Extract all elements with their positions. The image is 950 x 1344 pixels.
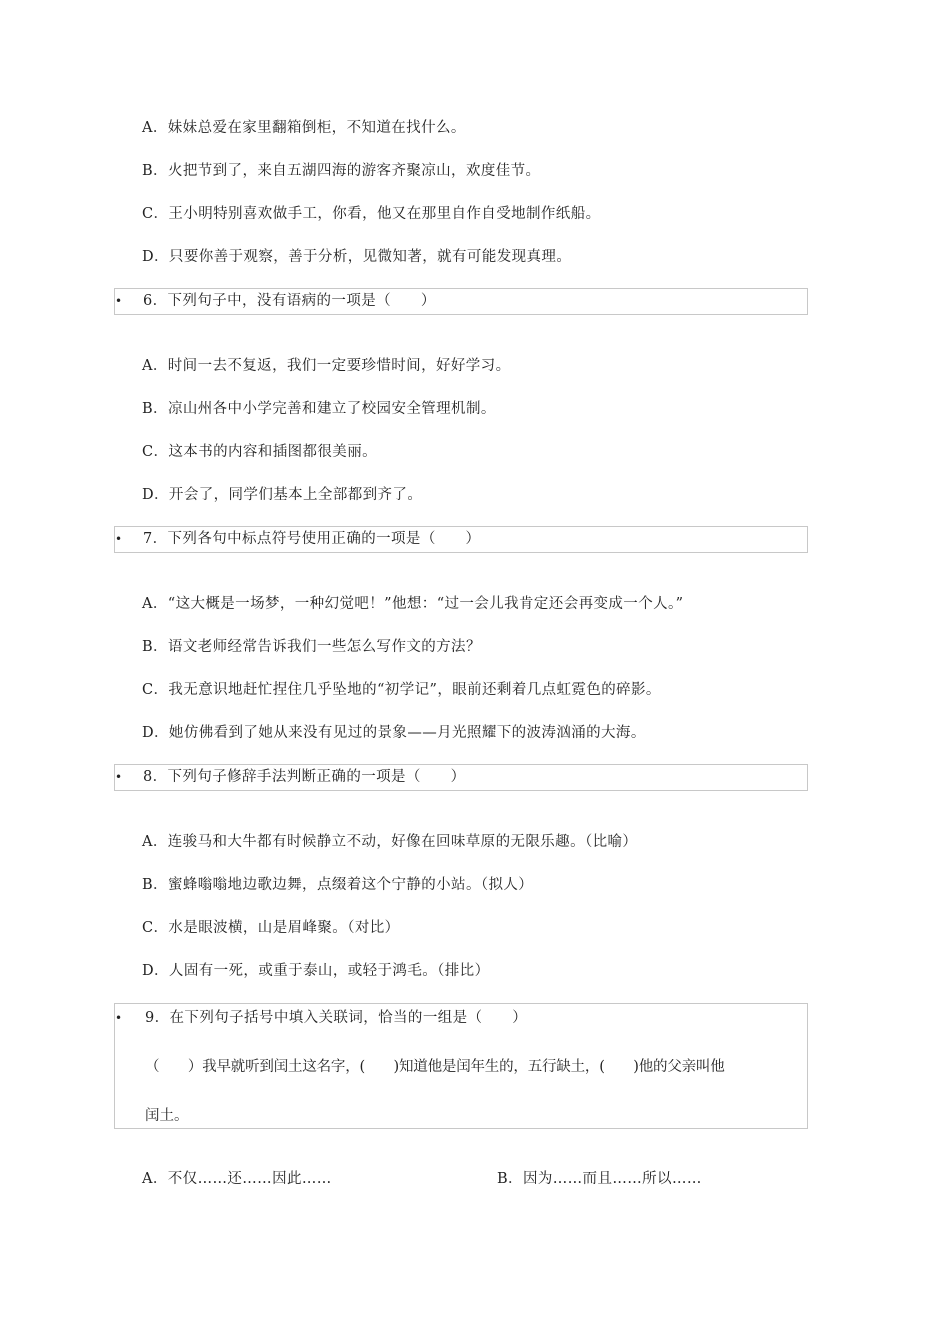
q5-option-d: D．只要你善于观察，善于分析，见微知著，就有可能发现真理。 [142, 249, 572, 265]
q7-stem: 7．下列各句中标点符号使用正确的一项是（ ） [143, 531, 481, 547]
q9-option-a: A．不仅……还……因此…… [142, 1171, 332, 1187]
q9-stem-box [114, 1003, 808, 1129]
q7-option-c: C．我无意识地赶忙捏住几乎坠地的“初学记”，眼前还剩着几点虹霓色的碎影。 [142, 682, 661, 698]
q7-stem-box [114, 526, 808, 553]
q8-option-a: A．连骏马和大牛都有时候静立不动，好像在回味草原的无限乐趣。（比喻） [142, 834, 638, 850]
q7-option-a: A．“这大概是一场梦，一种幻觉吧！”他想：“过一会儿我肯定还会再变成一个人。” [142, 596, 684, 612]
q6-option-c: C．这本书的内容和插图都很美丽。 [142, 444, 377, 460]
q9-bullet: • [115, 1011, 123, 1025]
q6-stem: 6．下列句子中，没有语病的一项是（ ） [143, 293, 436, 309]
q9-sentence-line2: 闰土。 [145, 1108, 189, 1124]
q9-sentence-line1: （ ）我早就听到闰土这名字，( )知道他是闰年生的，五行缺土，( )他的父亲叫他 [145, 1059, 725, 1075]
q5-option-a: A．妹妹总爱在家里翻箱倒柜，不知道在找什么。 [142, 120, 466, 136]
q6-bullet: • [115, 294, 123, 308]
q8-stem-box [114, 764, 808, 791]
q7-bullet: • [115, 532, 123, 546]
q9-stem: 9．在下列句子括号中填入关联词，恰当的一组是（ ） [145, 1010, 528, 1026]
q6-option-d: D．开会了，同学们基本上全部都到齐了。 [142, 487, 423, 503]
q6-option-b: B．凉山州各中小学完善和建立了校园安全管理机制。 [142, 401, 496, 417]
q7-option-b: B．语文老师经常告诉我们一些怎么写作文的方法？ [142, 639, 481, 655]
q6-stem-box [114, 288, 808, 315]
q6-option-a: A．时间一去不复返，我们一定要珍惜时间，好好学习。 [142, 358, 511, 374]
q8-bullet: • [115, 770, 123, 784]
q8-stem: 8．下列句子修辞手法判断正确的一项是（ ） [143, 769, 466, 785]
q8-option-b: B．蜜蜂嗡嗡地边歌边舞，点缀着这个宁静的小站。（拟人） [142, 877, 534, 893]
q9-option-b: B．因为……而且……所以…… [497, 1171, 702, 1187]
q8-option-c: C．水是眼波横，山是眉峰聚。（对比） [142, 920, 400, 936]
q5-option-c: C．王小明特别喜欢做手工，你看，他又在那里自作自受地制作纸船。 [142, 206, 601, 222]
q7-option-d: D．她仿佛看到了她从来没有见过的景象——月光照耀下的波涛汹涌的大海。 [142, 725, 646, 741]
q8-option-d: D．人固有一死，或重于泰山，或轻于鸿毛。（排比） [142, 963, 490, 979]
q5-option-b: B．火把节到了，来自五湖四海的游客齐聚凉山，欢度佳节。 [142, 163, 541, 179]
